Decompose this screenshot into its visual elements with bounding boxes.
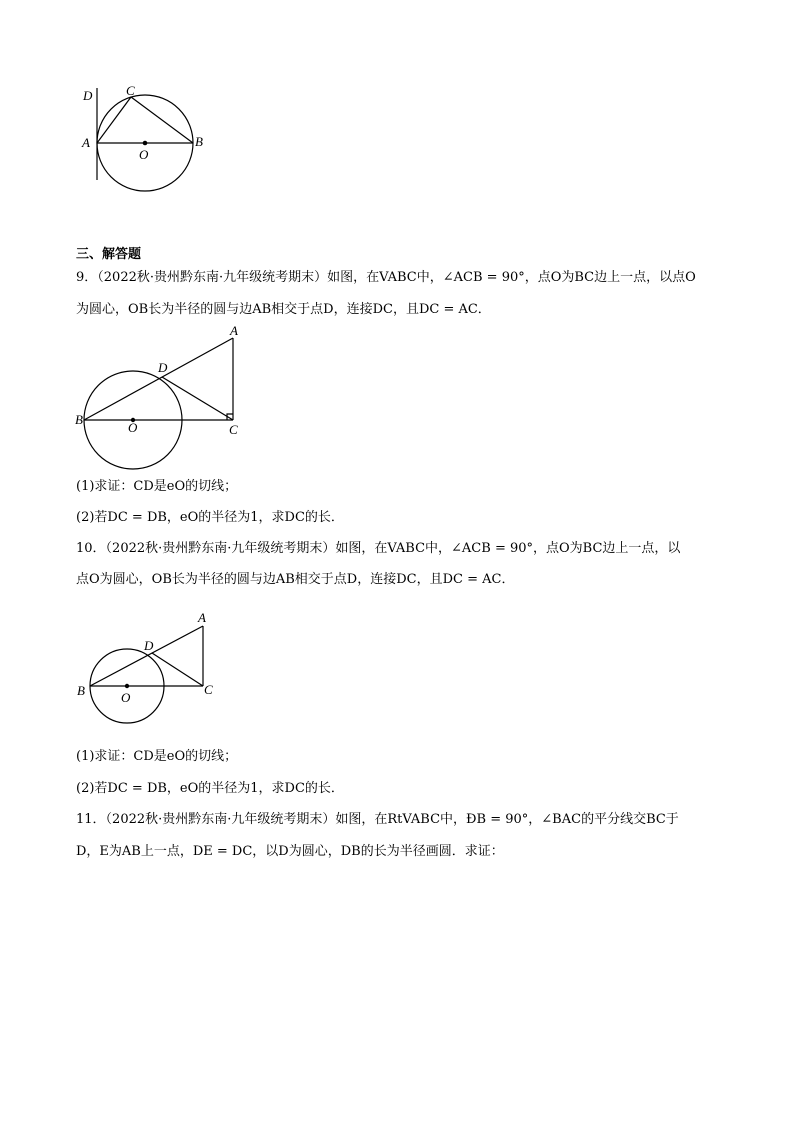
q10-part2: (2)若DC = DB，eO的半径为1，求DC的长． — [76, 781, 344, 796]
q9-label-b: B — [75, 412, 83, 427]
q9-part1: (1)求证：CD是eO的切线； — [76, 479, 238, 494]
figure-circle-tangent — [70, 80, 220, 210]
label-a: A — [82, 135, 90, 150]
q11-text-line2: D，E为AB上一点，DE = DC，以D为圆心，DB的长为半径画圆．求证： — [76, 844, 504, 859]
q9-part2: (2)若DC = DB，eO的半径为1，求DC的长． — [76, 510, 344, 525]
q9-segment-dc — [162, 377, 233, 420]
q10-segment-ab — [90, 626, 203, 686]
q9-label-o: O — [128, 420, 138, 435]
q10-label-a: A — [198, 610, 206, 625]
q9-text-line2: 为圆心，OB长为半径的圆与边AB相交于点D，连接DC，且DC = AC． — [76, 302, 491, 317]
q9-figure — [72, 324, 247, 449]
q10-text-line2: 点O为圆心，OB长为半径的圆与边AB相交于点D，连接DC，且DC = AC． — [76, 572, 515, 587]
center-point-o — [143, 141, 148, 146]
chord-cb — [131, 97, 193, 143]
q9-label-a: A — [230, 323, 238, 338]
q10-text-line1: 10．（2022秋·贵州黔东南·九年级统考期末）如图，在VABC中，∠ACB = 90°，点O为BC边上一点，以 — [76, 541, 681, 556]
q9-text-line1: 9．（2022秋·贵州黔东南·九年级统考期末）如图，在VABC中，∠ACB = 90°，点O为BC边上一点，以点O — [76, 270, 696, 285]
q10-part1: (1)求证：CD是eO的切线； — [76, 749, 238, 764]
q10-center-point-o — [125, 684, 129, 688]
q10-figure — [72, 605, 227, 725]
label-b: B — [195, 134, 203, 149]
section-title: 三、解答题 — [76, 247, 142, 262]
label-d: D — [83, 88, 93, 103]
q10-label-o: O — [121, 690, 131, 705]
q11-text-line1: 11．（2022秋·贵州黔东南·九年级统考期末）如图，在RtVABC中，ÐB = 90°，∠BAC的平分线交BC于 — [76, 812, 679, 827]
chord-ac — [97, 97, 131, 143]
q10-label-c: C — [204, 682, 213, 697]
label-c: C — [126, 83, 135, 98]
label-o: O — [139, 147, 149, 162]
q10-label-d: D — [144, 638, 154, 653]
q9-label-c: C — [229, 422, 238, 437]
q9-label-d: D — [158, 360, 168, 375]
q10-label-b: B — [77, 683, 85, 698]
